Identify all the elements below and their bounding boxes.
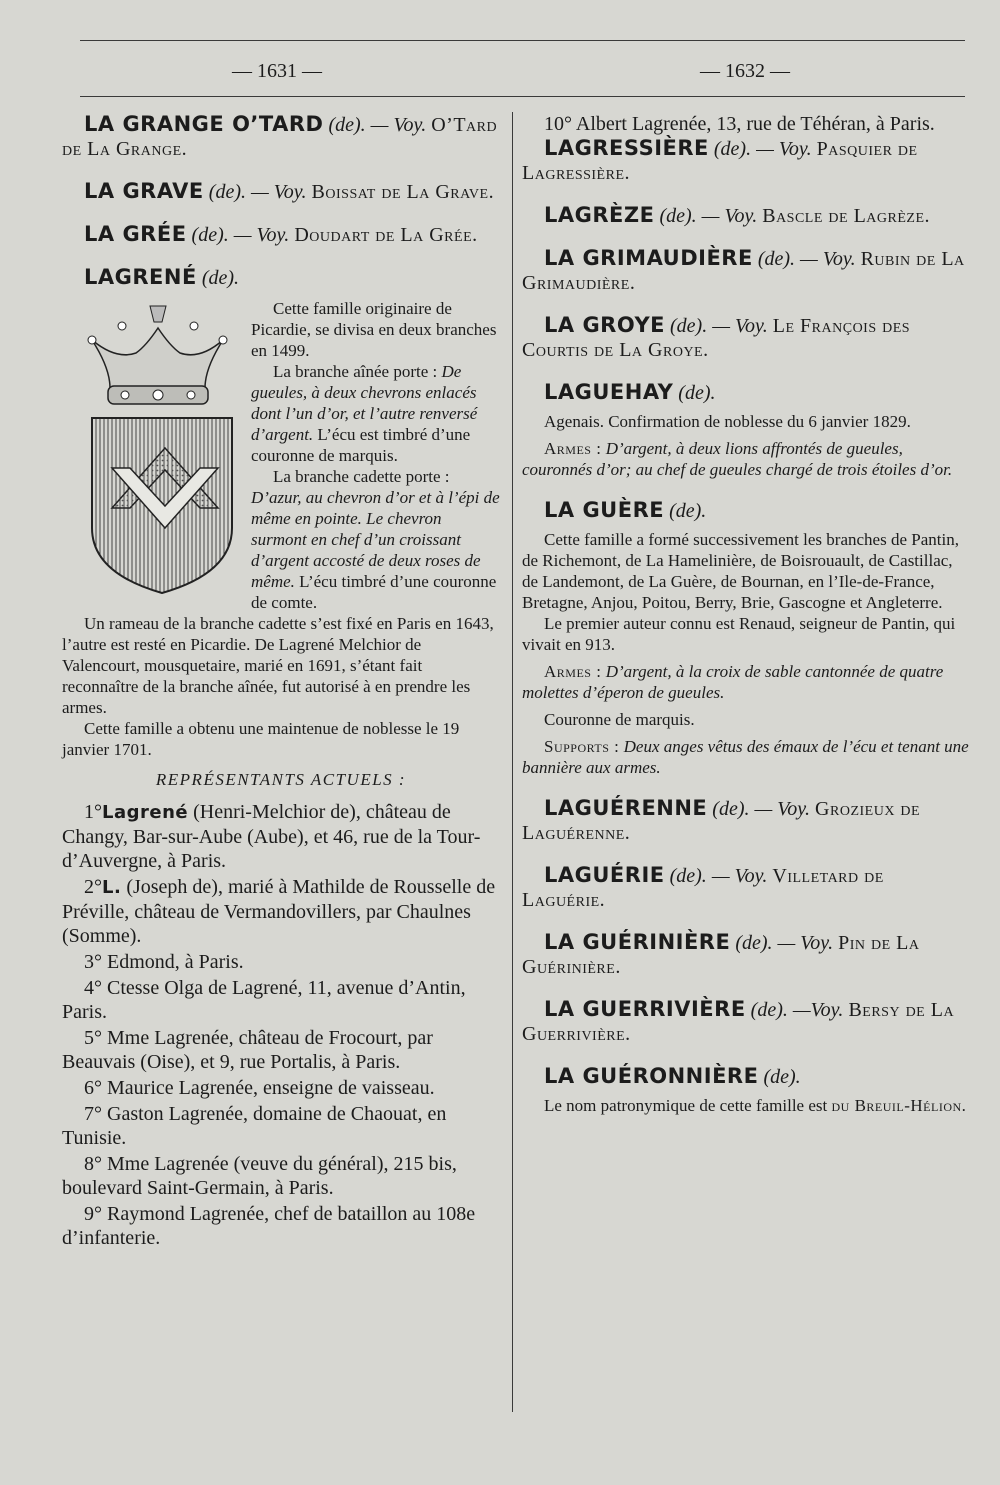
entry-reference: Bersy de La Guerrivière.: [522, 999, 955, 1045]
entry-title: LAGRÈZE: [544, 203, 655, 227]
coat-of-arms-image: [70, 298, 245, 598]
entry-reference: Pin de La Guérinière.: [522, 932, 920, 978]
entry-laguerenne: [522, 796, 970, 845]
branch-cadette-arms: D’azur, au chevron d’or et à l’épi de même en pointe. Le chevron surmont en chef d’un croissant d’argent accosté de deux roses de même.: [251, 488, 500, 591]
entry-particle: (de).: [713, 138, 752, 160]
item-name: L.: [102, 877, 122, 898]
entry-voy: — Voy.: [711, 865, 768, 887]
item-number: 5°: [84, 1027, 102, 1049]
armes-label: Armes :: [544, 439, 602, 458]
entry-la-grimaudiere: [522, 246, 970, 295]
item-text: (Joseph de), marié à Mathilde de Rousselle de Préville, château de Vermandovillers, par Chaulnes (Somme).: [62, 876, 496, 947]
entry-title: LA GUÉRONNIÈRE: [544, 1064, 759, 1088]
entry-la-gree: [62, 222, 500, 247]
entry-la-guerriviere: [522, 997, 970, 1046]
item-text: Mme Lagrenée (veuve du général), 215 bis, boulevard Saint-Germain, à Paris.: [62, 1153, 457, 1199]
column-separator: [512, 112, 513, 1412]
item-number: 2°: [84, 876, 102, 898]
branch-cadette-crown: L’écu timbré d’une couronne de comte.: [251, 572, 497, 612]
laguere-branches: Cette famille a formé successivement les branches de Pantin, de Richemont, de La Hamelinière, de Boisrouault, de Castillac, de Landemont, de La Guère, de Bournan, en l’Ile-de-France, Bretagne, Anjou, Poitou, Berry, Brie, Gascogne et Angleterre.: [522, 530, 959, 612]
entry-particle: (de).: [678, 382, 716, 404]
entry-title: LA GROYE: [544, 313, 666, 337]
representant-continuation: 10° Albert Lagrenée, 13, rue de Téhéran, à Paris.: [544, 113, 935, 135]
entry-lagreze: [522, 203, 970, 228]
entry-title: LAGUÉRIE: [544, 863, 665, 887]
entry-particle: (de).: [208, 181, 246, 203]
item-number: 8°: [84, 1153, 102, 1175]
item-text: Mme Lagrenée, château de Frocourt, par Beauvais (Oise), et 9, rue Portalis, à Paris.: [62, 1027, 433, 1073]
entry-la-guere: [522, 498, 970, 778]
entry-voy: — Voy.: [250, 181, 307, 203]
entry-reference: O’Tard de La Grange.: [62, 114, 498, 160]
gueronniere-reference: du Breuil-Hélion.: [831, 1096, 967, 1115]
supports-text: Deux anges vêtus des émaux de l’écu et tenant une bannière aux armes.: [522, 737, 969, 777]
armes-label: Armes :: [544, 662, 602, 681]
armes-text: D’argent, à deux lions affrontés de gueules, couronnés d’or; au chef de gueules chargé de trois étoiles d’or.: [522, 439, 953, 479]
item-text: Edmond, à Paris.: [102, 951, 244, 973]
marquis-crown-icon: [88, 306, 227, 404]
right-column: [522, 112, 970, 1116]
list-item: [62, 950, 500, 974]
list-item: [62, 875, 500, 948]
entry-la-gueriniere: [522, 930, 970, 979]
item-number: 3°: [84, 951, 102, 973]
entry-particle: (de).: [763, 1066, 801, 1088]
page-number-right: — 1632 —: [700, 60, 790, 82]
entry-particle: (de).: [750, 999, 788, 1021]
representants-list: [62, 800, 500, 1250]
entry-la-groye: [522, 313, 970, 362]
entry-la-grave: [62, 179, 500, 204]
entry-reference: Villetard de Laguérie.: [522, 865, 884, 911]
entry-la-gueronniere: [522, 1064, 970, 1116]
entry-reference: Bascle de Lagrèze.: [762, 205, 931, 227]
list-item: [62, 800, 500, 873]
entry-voy: — Voy.: [777, 932, 834, 954]
entry-la-grange-otard: [62, 112, 500, 161]
entry-voy: — Voy.: [756, 138, 812, 160]
item-text: Gaston Lagrenée, domaine de Chaouat, en Tunisie.: [62, 1103, 447, 1149]
branch-cadette-label: La branche cadette porte :: [273, 467, 450, 486]
entry-particle: (de).: [328, 114, 366, 136]
left-column: [62, 112, 500, 1252]
representants-heading: REPRÉSENTANTS ACTUELS :: [155, 770, 407, 789]
list-item: [62, 1026, 500, 1074]
entry-title: LA GRAVE: [84, 179, 204, 203]
entry-title: LAGRENÉ: [84, 265, 197, 289]
entry-voy: — Voy.: [233, 224, 290, 246]
entry-title: LA GUERRIVIÈRE: [544, 997, 746, 1021]
entry-particle: (de).: [712, 798, 750, 820]
item-number: 4°: [84, 977, 102, 999]
entry-reference: Pasquier de Lagressière.: [522, 138, 918, 184]
lagrene-maintenue: Cette famille a obtenu une maintenue de noblesse le 19 janvier 1701.: [62, 719, 460, 759]
laguehay-text: Agenais. Confirmation de noblesse du 6 janvier 1829.: [544, 412, 911, 431]
entry-voy: — Voy.: [754, 798, 811, 820]
item-text: Maurice Lagrenée, enseigne de vaisseau.: [102, 1077, 435, 1099]
entry-title: LAGUÉRENNE: [544, 796, 708, 820]
entry-voy: —Voy.: [792, 999, 844, 1021]
entry-title: LA GRÉE: [84, 222, 187, 246]
header-rule: [80, 96, 965, 97]
shield-icon: [92, 418, 232, 593]
list-item: [62, 1076, 500, 1100]
item-number: 1°: [84, 801, 102, 823]
lagrene-origin: Cette famille originaire de Picardie, se divisa en deux branches en 1499.: [251, 299, 497, 360]
entry-title: LA GRANGE O’TARD: [84, 112, 324, 136]
entry-laguerie: [522, 863, 970, 912]
entry-voy: — Voy.: [370, 114, 427, 136]
branch-ainee-label: La branche aînée porte :: [273, 362, 438, 381]
armes-text: D’argent, à la croix de sable cantonnée de quatre molettes d’éperon de gueules.: [522, 662, 944, 702]
entry-title: LA GRIMAUDIÈRE: [544, 246, 753, 270]
supports-label: Supports :: [544, 737, 620, 756]
entry-particle: (de).: [735, 932, 773, 954]
entry-particle: (de).: [669, 865, 707, 887]
item-text: Ctesse Olga de Lagrené, 11, avenue d’Antin, Paris.: [62, 977, 466, 1023]
entry-title: LAGRESSIÈRE: [544, 136, 709, 160]
item-text: Raymond Lagrenée, chef de bataillon au 108e d’infanterie.: [62, 1203, 476, 1249]
lagrene-rameau: Un rameau de la branche cadette s’est fixé en Paris en 1643, l’autre est resté en Picardie. De Lagrené Melchior de Valencourt, mousquetaire, marié en 1691, s’étant fait reconnaître de la branche aînée, fut autorisé à en prendre les armes.: [62, 614, 494, 717]
list-item: [62, 976, 500, 1024]
item-name: Lagrené: [102, 802, 189, 823]
list-item: [62, 1202, 500, 1250]
entry-reference: Grozieux de Laguérenne.: [522, 798, 921, 844]
couronne-text: Couronne de marquis.: [544, 710, 695, 729]
laguere-auteur: Le premier auteur connu est Renaud, seigneur de Pantin, qui vivait en 913.: [522, 614, 956, 654]
entry-particle: (de).: [201, 267, 240, 289]
entry-lagressiere: [522, 136, 970, 185]
entry-voy: — Voy.: [800, 248, 856, 270]
page-number-left: — 1631 —: [232, 60, 322, 82]
item-number: 7°: [84, 1103, 102, 1125]
list-item: [62, 1102, 500, 1150]
entry-particle: (de).: [659, 205, 697, 227]
entry-title: LA GUÉRINIÈRE: [544, 930, 731, 954]
item-text: (Henri-Melchior de), château de Changy, Bar-sur-Aube (Aube), et 46, rue de la Tour-d’Auvergne, à Paris.: [62, 801, 481, 872]
list-item: [62, 1152, 500, 1200]
entry-voy: — Voy.: [701, 205, 758, 227]
branch-ainee-crown: L’écu est timbré d’une couronne de marquis.: [251, 425, 471, 465]
top-rule: [80, 40, 965, 41]
entry-particle: (de).: [757, 248, 796, 270]
item-number: 9°: [84, 1203, 102, 1225]
entry-voy: — Voy.: [712, 315, 768, 337]
entry-title: LAGUEHAY: [544, 380, 674, 404]
entry-particle: (de).: [191, 224, 229, 246]
branch-ainee-arms: De gueules, à deux chevrons enlacés dont l’un d’or, et l’autre renversé d’argent.: [251, 362, 478, 444]
entry-title: LA GUÈRE: [544, 498, 665, 522]
entry-particle: (de).: [670, 315, 708, 337]
entry-laguehay: [522, 380, 970, 480]
entry-lagrene: [62, 265, 500, 1250]
item-number: 6°: [84, 1077, 102, 1099]
entry-reference: Rubin de La Grimaudière.: [522, 248, 965, 294]
gueronniere-text: Le nom patronymique de cette famille est: [544, 1096, 828, 1115]
entry-reference: Doudart de La Grée.: [294, 224, 478, 246]
entry-reference: Boissat de La Grave.: [311, 181, 495, 203]
entry-reference: Le François des Courtis de La Groye.: [522, 315, 911, 361]
entry-particle: (de).: [669, 500, 707, 522]
